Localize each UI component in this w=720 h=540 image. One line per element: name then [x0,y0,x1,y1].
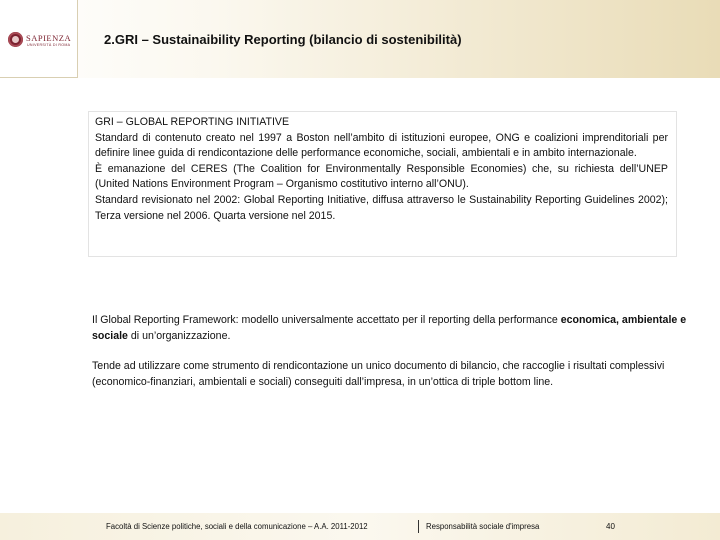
framework-text-start: Il Global Reporting Framework: modello universalmente accettato per il reporting della performance [92,314,561,326]
slide-header [0,0,720,78]
footer-divider [418,520,419,533]
footer-course: Responsabilità sociale d'impresa [426,522,540,531]
triple-bottom-line-paragraph [92,358,692,390]
framework-text-bold: economica, ambientale e sociale [92,314,687,342]
panel-paragraph-2: È emanazione del CERES (The Coalition for Environmentally Responsible Economies) che, su richiesta dell’UNEP (United Nations Environment Program – Organismo costitutivo interno all’ONU). [95,162,668,191]
logo-name: SAPIENZA [26,33,72,43]
university-logo [0,0,78,78]
triple-bottom-line-text: Tende ad utilizzare come strumento di rendicontazione un unico documento di bilancio, che raccoglie i risultati complessivi (economico-finanziari, ambientali e sociali) conseguiti dall’impresa, in un’ottica di triple bottom line. [92,360,665,388]
panel-heading: GRI – GLOBAL REPORTING INITIATIVE [95,116,290,128]
panel-paragraph-3: Standard revisionato nel 2002: Global Reporting Initiative, diffusa attraverso le Sustainability Reporting Guidelines 2002); Terza versione nel 2006. Quarta versione nel 2015. [95,193,668,222]
gri-info-text [95,115,668,224]
panel-paragraph-1: Standard di contenuto creato nel 1997 a Boston nell’ambito di istituzioni europee, ONG e coalizioni imprenditoriali per definire linee guida di rendicontazione delle performance economiche, sociali, ambientali e in ambito internazionale. [95,131,668,160]
framework-paragraph [92,312,692,344]
seal-icon [8,32,23,47]
logo-subtitle: UNIVERSITÀ DI ROMA [27,43,71,47]
slide-title: 2.GRI – Sustainaibility Reporting (bilancio di sostenibilità) [104,32,462,47]
page-number: 40 [606,522,615,531]
footer-faculty: Facoltà di Scienze politiche, sociali e della comunicazione – A.A. 2011-2012 [106,522,368,531]
framework-text-end: di un’organizzazione. [127,330,231,342]
